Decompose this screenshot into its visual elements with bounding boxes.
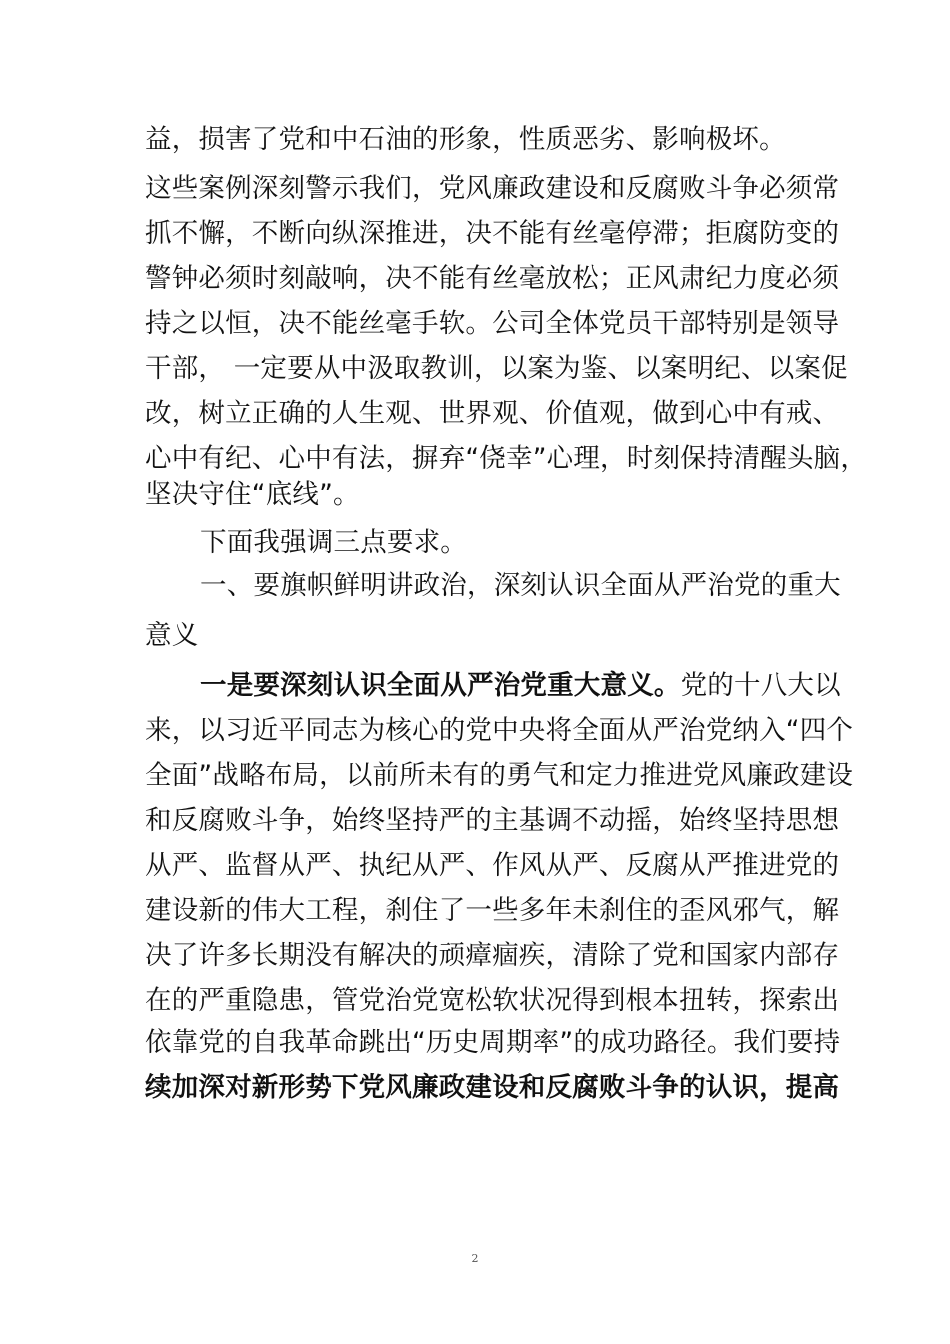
text-line: 这些案例深刻警示我们，党风廉政建设和反腐败斗争必须常 — [145, 173, 840, 204]
bold-lead-text: 一是要深刻认识全面从严治党重大意义。 — [200, 670, 681, 701]
text-line: 持之以恒，决不能丝毫手软。公司全体党员干部特别是领导 — [145, 308, 840, 339]
text-line: 心中有纪、心中有法，摒弃“侥幸”心理，时刻保持清醒头脑， — [145, 443, 868, 474]
bold-text-line: 续加深对新形势下党风廉政建设和反腐败斗争的认识，提高 — [145, 1072, 840, 1103]
page-number: 2 — [471, 1252, 479, 1265]
text-line: 在的严重隐患，管党治党宽松软状况得到根本扭转，探索出 — [145, 985, 840, 1016]
section-heading: 意义 — [145, 620, 199, 651]
text-line: 干部， 一定要从中汲取教训，以案为鉴、以案明纪、以案促 — [145, 353, 848, 384]
text-line: 全面”战略布局，以前所未有的勇气和定力推进党风廉政建设 — [145, 760, 854, 791]
text-line — [200, 670, 841, 702]
text-line: 抓不懈，不断向纵深推进，决不能有丝毫停滞；拒腐防变的 — [145, 218, 840, 249]
text-line: 依靠党的自我革命跳出“历史周期率”的成功路径。我们要持 — [145, 1027, 841, 1058]
section-heading: 一、要旗帜鲜明讲政治，深刻认识全面从严治党的重大 — [200, 570, 841, 601]
text-line: 来，以习近平同志为核心的党中央将全面从严治党纳入“四个 — [145, 715, 854, 746]
text-line: 坚决守住“底线”。 — [145, 479, 360, 510]
text-line: 和反腐败斗争，始终坚持严的主基调不动摇，始终坚持思想 — [145, 805, 840, 836]
text-line: 从严、监督从严、执纪从严、作风从严、反腐从严推进党的 — [145, 850, 840, 881]
text-line: 决了许多长期没有解决的顽瘴痼疾，清除了党和国家内部存 — [145, 940, 840, 971]
text-run: 党的十八大以 — [680, 670, 841, 701]
text-line: 益，损害了党和中石油的形象，性质恶劣、影响极坏。 — [145, 124, 786, 155]
text-line: 警钟必须时刻敲响，决不能有丝毫放松；正风肃纪力度必须 — [145, 263, 840, 294]
text-line: 下面我强调三点要求。 — [200, 527, 467, 558]
text-line: 改，树立正确的人生观、世界观、价值观，做到心中有戒、 — [145, 398, 840, 429]
text-line: 建设新的伟大工程，刹住了一些多年未刹住的歪风邪气，解 — [145, 895, 840, 926]
